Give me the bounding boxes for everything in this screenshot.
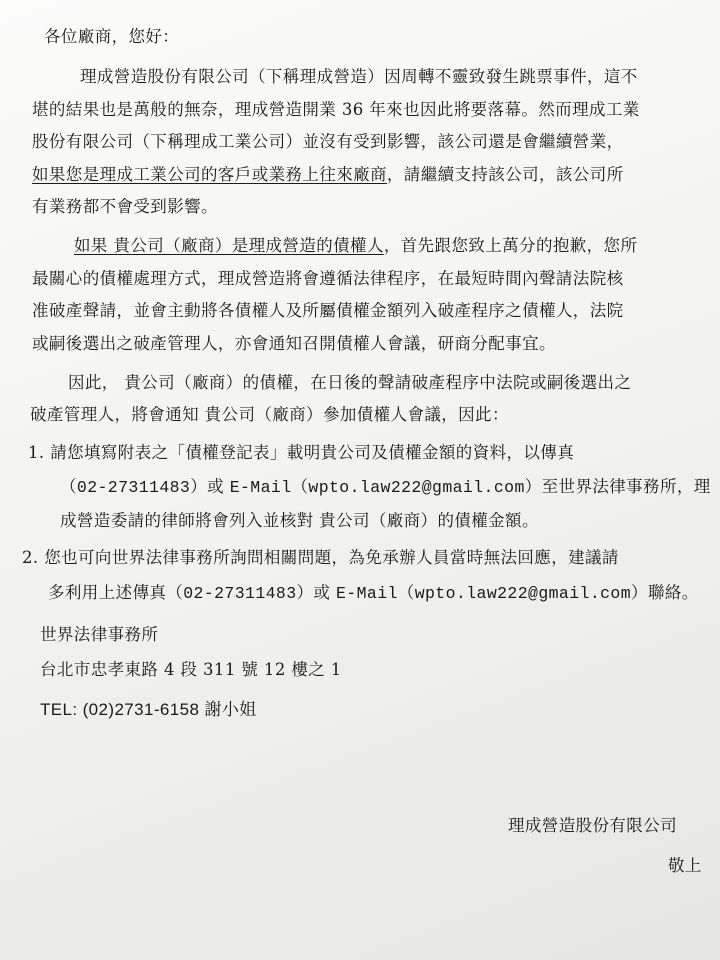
p1-line-4-rest: ，請繼續支持該公司，該公司所 xyxy=(386,165,624,184)
law-firm-name: 世界法律事務所 xyxy=(40,625,159,644)
p2-line-1 xyxy=(74,236,637,256)
item-2-paren-open: （ xyxy=(397,583,415,602)
email-address-2: wpto.law222@gmail.com xyxy=(414,584,632,603)
p1-line-3: 股份有限公司（下稱理成工業公司）並沒有受到影響，該公司還是會繼續營業， xyxy=(32,132,624,151)
p3-line-2: 破產管理人，將會通知 貴公司（廠商）參加債權人會議，因此： xyxy=(30,405,509,424)
signature-closing: 敬上 xyxy=(668,856,702,875)
item-2-line-2-rest: ）聯絡。 xyxy=(631,583,699,602)
item-1-paren-open: （ xyxy=(291,477,309,496)
p3-line-1: 因此， 貴公司（廠商）的債權，在日後的聲請破產程序中法院或嗣後選出之 xyxy=(68,373,632,392)
law-firm-address: 台北市忠孝東路 4 段 311 號 12 樓之 1 xyxy=(40,660,342,679)
item-2-number: 2. xyxy=(22,548,39,567)
email-label-2: E-Mail xyxy=(335,584,398,603)
item-2-line-2 xyxy=(48,583,699,604)
greeting: 各位廠商，您好： xyxy=(44,27,180,46)
item-1-number: 1. xyxy=(28,443,45,462)
law-firm-phone: TEL: (02)2731-6158 謝小姐 xyxy=(40,700,257,719)
item-1-line-2 xyxy=(60,477,711,498)
p1-line-5: 有業務都不會受到影響。 xyxy=(32,197,218,216)
item-1-or: ）或 xyxy=(190,477,230,496)
email-label: E-Mail xyxy=(229,478,292,497)
email-address: wpto.law222@gmail.com xyxy=(308,478,525,497)
p1-line-2: 堪的結果也是萬般的無奈，理成營造開業 36 年來也因此將要落幕。然而理成工業 xyxy=(32,100,640,119)
item-2-line-1 xyxy=(22,548,619,568)
item-1-line-1 xyxy=(28,443,574,463)
creditor-notice-underlined: 如果 貴公司（廠商）是理成營造的債權人 xyxy=(74,236,384,255)
fax-number-2: 02-27311483 xyxy=(183,584,297,603)
item-2-text: 您也可向世界法律事務所詢問相關問題，為免承辦人員當時無法回應，建議請 xyxy=(44,548,619,567)
item-2-pre: 多利用上述傳真（ xyxy=(48,583,184,602)
signature-company: 理成營造股份有限公司 xyxy=(508,816,677,835)
item-1-text: 請您填寫附表之「債權登記表」載明貴公司及債權金額的資料，以傳真 xyxy=(50,443,575,462)
item-2-or: ）或 xyxy=(296,583,336,602)
fax-number: 02-27311483 xyxy=(76,478,191,497)
p1-line-4 xyxy=(32,165,624,185)
p1-line-1: 理成營造股份有限公司（下稱理成營造）因周轉不靈致發生跳票事件，這不 xyxy=(80,67,638,86)
p2-line-2: 最關心的債權處理方式，理成營造將會遵循法律程序，在最短時間內聲請法院核 xyxy=(32,269,624,288)
item-1-paren: （ xyxy=(60,477,77,496)
customer-notice-underlined: 如果您是理成工業公司的客戶或業務上往來廠商 xyxy=(32,165,387,184)
item-1-line-3: 成營造委請的律師將會列入並核對 貴公司（廠商）的債權金額。 xyxy=(60,511,539,530)
p2-line-4: 或嗣後選出之破產管理人，亦會通知召開債權人會議，研商分配事宜。 xyxy=(32,334,556,353)
p2-line-3: 准破產聲請，並會主動將各債權人及所屬債權金額列入破產程序之債權人，法院 xyxy=(32,301,624,320)
p2-line-1-rest: ，首先跟您致上萬分的抱歉，您所 xyxy=(383,236,638,255)
item-1-line-2-rest: ）至世界法律事務所，理 xyxy=(524,477,711,496)
